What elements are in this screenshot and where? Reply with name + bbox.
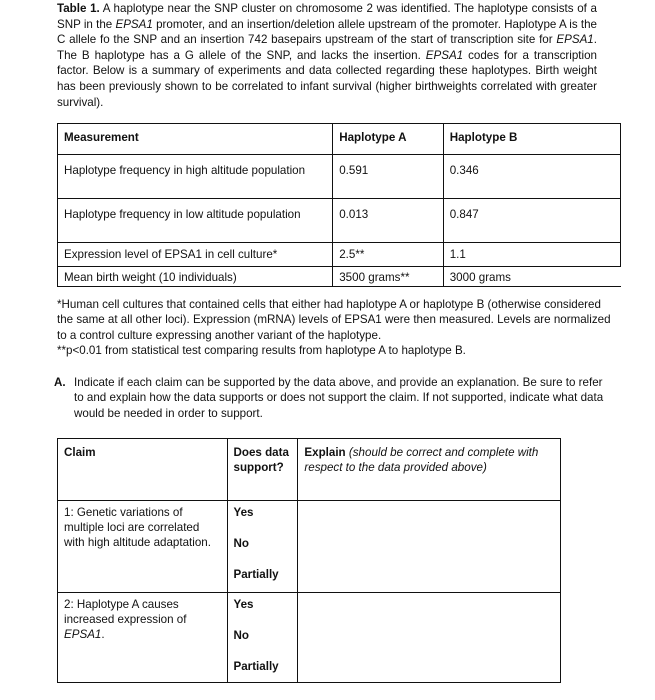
row-haplotype-a: 3500 grams** bbox=[333, 267, 444, 287]
claim-row bbox=[58, 501, 561, 593]
caption-label: Table 1. bbox=[57, 2, 100, 15]
option-yes[interactable]: Yes bbox=[233, 598, 254, 611]
row-haplotype-b: 3000 grams bbox=[443, 267, 620, 287]
header-haplotype-b: Haplotype B bbox=[443, 124, 620, 155]
table-row bbox=[58, 243, 621, 267]
header-haplotype-a: Haplotype A bbox=[333, 124, 444, 155]
claim-row bbox=[58, 593, 561, 683]
row-haplotype-a: 2.5** bbox=[333, 243, 444, 267]
row-haplotype-b: 0.346 bbox=[443, 155, 620, 199]
table-caption: Table 1. A haplotype near the SNP cluster on chromosome 2 was identified. The haplotype consists of a SNP in the EPSA1 promoter, and an insertion/deletion allele upstream of the promoter. Haplotype A is the C allele fo the SNP and an insertion 742 basepairs upstream of the start of transcription site for EPSA1. The B haplotype has a G allele of the SNP, and lacks the insertion. EPSA1 codes for a transcription factor. Below is a summary of experiments and data collected regarding these haplotypes. Birth weight has been previously shown to be correlated to infant survival (higher birthweights correlated with greater survival). bbox=[57, 2, 597, 109]
explanation-cell[interactable] bbox=[298, 501, 561, 593]
footnote-2: **p<0.01 from statistical test comparing results from haplotype A to haplotype B. bbox=[57, 344, 466, 358]
claim-text: 2: Haplotype A causes increased expression of EPSA1. bbox=[58, 593, 228, 683]
haplotype-data-table bbox=[57, 123, 621, 287]
row-haplotype-b: 0.847 bbox=[443, 199, 620, 243]
support-options bbox=[227, 593, 298, 683]
table-row bbox=[58, 267, 621, 287]
question-letter: A. bbox=[54, 376, 66, 389]
option-partially[interactable]: Partially bbox=[233, 568, 279, 581]
row-measurement: Haplotype frequency in high altitude population bbox=[58, 155, 333, 199]
claim-text: 1: Genetic variations of multiple loci are correlated with high altitude adaptation. bbox=[58, 501, 228, 593]
row-measurement: Haplotype frequency in low altitude population bbox=[58, 199, 333, 243]
row-haplotype-b: 1.1 bbox=[443, 243, 620, 267]
claim-table-header bbox=[58, 439, 561, 501]
option-no[interactable]: No bbox=[233, 537, 249, 550]
row-measurement: Mean birth weight (10 individuals) bbox=[58, 267, 333, 287]
header-explain: Explain (should be correct and complete with respect to the data provided above) bbox=[298, 439, 561, 501]
header-measurement: Measurement bbox=[58, 124, 333, 155]
footnote-1: *Human cell cultures that contained cells that either had haplotype A or haplotype B (otherwise considered the same at all other loci). Expression (mRNA) levels of EPSA1 were then measured. Levels are normalized to a control culture expressing another variant of the haplotype. bbox=[57, 298, 611, 342]
row-haplotype-a: 0.591 bbox=[333, 155, 444, 199]
option-no[interactable]: No bbox=[233, 629, 249, 642]
header-support: Does data support? bbox=[227, 439, 298, 501]
option-yes[interactable]: Yes bbox=[233, 506, 254, 519]
claim-table bbox=[57, 438, 561, 683]
question-text: Indicate if each claim can be supported by the data above, and provide an explanation. Be sure to refer to and explain how the data supports or does not support the claim. If not supported, indicate what data would be needed in order to support. bbox=[74, 376, 604, 420]
explanation-cell[interactable] bbox=[298, 593, 561, 683]
option-partially[interactable]: Partially bbox=[233, 660, 279, 673]
table-row bbox=[58, 155, 621, 199]
table-header-row bbox=[58, 124, 621, 155]
table-row bbox=[58, 199, 621, 243]
question-a bbox=[54, 375, 609, 421]
row-haplotype-a: 0.013 bbox=[333, 199, 444, 243]
table-footnotes bbox=[57, 297, 617, 359]
support-options bbox=[227, 501, 298, 593]
header-claim: Claim bbox=[58, 439, 228, 501]
row-measurement: Expression level of EPSA1 in cell culture* bbox=[58, 243, 333, 267]
